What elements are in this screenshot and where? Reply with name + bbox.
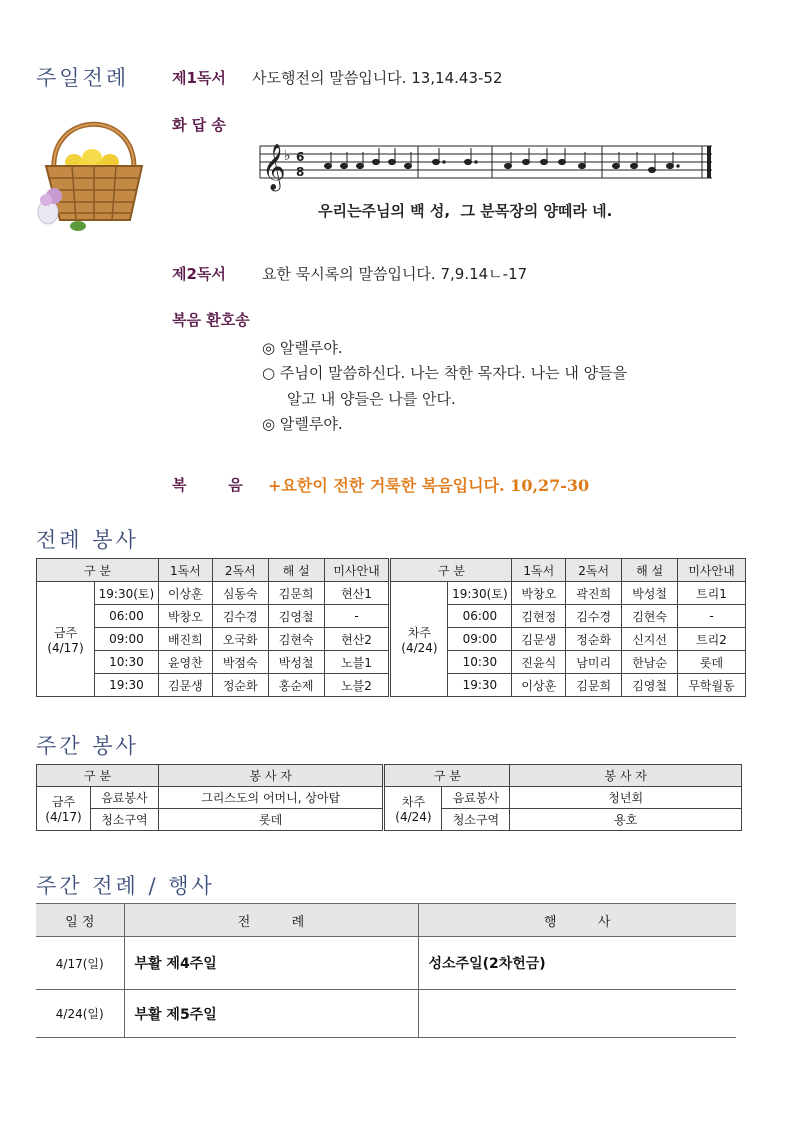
- table-cell: 박성철: [622, 582, 678, 605]
- table-cell: 김수경: [212, 605, 268, 628]
- table-row: [36, 990, 736, 1038]
- table-cell: 김문희: [566, 674, 622, 697]
- table-cell: 10:30: [448, 651, 512, 674]
- table-cell: 남미리: [566, 651, 622, 674]
- reading1-label: 제1독서: [172, 69, 226, 87]
- table-cell-liturgy: 부활 제5주일: [124, 990, 418, 1038]
- group-next-week: 차주 (4/24): [384, 787, 442, 831]
- table-cell: 배진희: [158, 628, 212, 651]
- table-cell: 무학월동: [678, 674, 746, 697]
- table-cell: 트리2: [678, 628, 746, 651]
- header-liturgy: 전 례: [124, 904, 418, 937]
- table-cell: 박점숙: [212, 651, 268, 674]
- acclamation-line-4: ◎ 알렐루야.: [262, 415, 343, 433]
- group-this-week: 금주 (4/17): [37, 787, 91, 831]
- psalm-music-staff: [256, 134, 716, 198]
- section-title-weekly-events: 주간 전례 / 행사: [36, 874, 215, 898]
- header-date: 일 정: [36, 904, 124, 937]
- table-cell: 김문생: [158, 674, 212, 697]
- table-cell-date: 4/24(일): [36, 990, 124, 1038]
- acclamation-line-1: ◎ 알렐루야.: [262, 339, 343, 357]
- table-cell: 이상훈: [512, 674, 566, 697]
- table-row: [36, 937, 736, 990]
- table-header-row: [37, 559, 746, 582]
- table-cell: 김현숙: [268, 628, 324, 651]
- table-cell: 이상훈: [158, 582, 212, 605]
- reading2-label: 제2독서: [172, 265, 226, 283]
- table-cell: 음료봉사: [90, 787, 158, 809]
- psalm-lyrics: 우리는주님의 백 성, 그 분목장의 양떼라 네.: [318, 202, 613, 220]
- weekly-service-table: [36, 764, 742, 831]
- table-cell: 청소구역: [442, 809, 510, 831]
- table-cell: 06:00: [448, 605, 512, 628]
- table-cell: 10:30: [94, 651, 158, 674]
- table-cell-date: 4/17(일): [36, 937, 124, 990]
- table-cell: 정순화: [212, 674, 268, 697]
- table-row: [37, 787, 742, 809]
- table-cell: 06:00: [94, 605, 158, 628]
- header-reading2: 2독서: [566, 559, 622, 582]
- table-cell: 한남순: [622, 651, 678, 674]
- gospel-text: +요한이 전한 거룩한 복음입니다. 10,27-30: [268, 476, 590, 495]
- table-cell: 박성철: [268, 651, 324, 674]
- table-cell: 홍순제: [268, 674, 324, 697]
- acclamation-line-3: 알고 내 양들은 나를 안다.: [287, 390, 456, 408]
- table-cell: 김수경: [566, 605, 622, 628]
- table-cell: 김영철: [622, 674, 678, 697]
- table-cell: 박창오: [512, 582, 566, 605]
- header-category: 구 분: [390, 559, 512, 582]
- liturgy-service-table: [36, 558, 746, 697]
- treble-clef-icon: 𝄞: [262, 144, 286, 190]
- header-category: 구 분: [37, 765, 159, 787]
- table-cell: 청소구역: [90, 809, 158, 831]
- table-cell: 노블2: [324, 674, 390, 697]
- svg-text:6: 6: [296, 150, 305, 164]
- acclamation-line-2: ○ 주님이 말씀하신다. 나는 착한 목자다. 나는 내 양들을: [262, 364, 628, 382]
- table-cell: 롯데: [678, 651, 746, 674]
- group-this-week: 금주 (4/17): [37, 582, 95, 697]
- header-category: 구 분: [384, 765, 510, 787]
- table-cell: 09:00: [448, 628, 512, 651]
- gospel-label: 복 음: [172, 476, 243, 494]
- flat-icon: ♭: [284, 148, 291, 164]
- psalm-label: 화 답 송: [172, 116, 226, 134]
- table-cell: 롯데: [158, 809, 384, 831]
- table-cell-liturgy: 부활 제4주일: [124, 937, 418, 990]
- section-title-liturgy-service: 전례 봉사: [36, 528, 139, 552]
- table-cell: 심동숙: [212, 582, 268, 605]
- table-cell: 김문생: [512, 628, 566, 651]
- acclamation-label: 복음 환호송: [172, 311, 250, 329]
- table-cell: 박창오: [158, 605, 212, 628]
- header-volunteer: 봉 사 자: [158, 765, 384, 787]
- table-cell: 김현정: [512, 605, 566, 628]
- table-cell: 김현숙: [622, 605, 678, 628]
- header-volunteer: 봉 사 자: [510, 765, 742, 787]
- table-cell: 청년회: [510, 787, 742, 809]
- header-event: 행 사: [418, 904, 736, 937]
- table-cell: 김영철: [268, 605, 324, 628]
- reading2-text: 요한 묵시록의 말씀입니다. 7,9.14ㄴ-17: [262, 265, 528, 283]
- table-cell: 09:00: [94, 628, 158, 651]
- table-cell: 19:30: [448, 674, 512, 697]
- table-cell: 19:30(토): [448, 582, 512, 605]
- svg-text:8: 8: [296, 165, 305, 179]
- section-title-weekly-service: 주간 봉사: [36, 734, 139, 758]
- header-commentary: 해 설: [268, 559, 324, 582]
- table-cell: 19:30(토): [94, 582, 158, 605]
- weekly-events-table: [36, 903, 736, 1038]
- table-cell: 19:30: [94, 674, 158, 697]
- table-header-row: [37, 765, 742, 787]
- table-cell: 현산1: [324, 582, 390, 605]
- table-cell: 진윤식: [512, 651, 566, 674]
- table-cell: 노블1: [324, 651, 390, 674]
- table-cell: 신지선: [622, 628, 678, 651]
- section-title-sunday-liturgy: 주일전례: [36, 66, 130, 90]
- group-next-week: 차주 (4/24): [390, 582, 448, 697]
- table-header-row: [36, 904, 736, 937]
- table-cell: 윤영찬: [158, 651, 212, 674]
- header-mass-guide: 미사안내: [324, 559, 390, 582]
- table-cell: 곽진희: [566, 582, 622, 605]
- header-reading1: 1독서: [512, 559, 566, 582]
- table-cell: -: [678, 605, 746, 628]
- psalm-notes: [325, 148, 680, 173]
- header-mass-guide: 미사안내: [678, 559, 746, 582]
- header-reading2: 2독서: [212, 559, 268, 582]
- table-cell: 용호: [510, 809, 742, 831]
- header-category: 구 분: [37, 559, 159, 582]
- table-cell: 트리1: [678, 582, 746, 605]
- table-row: [37, 582, 746, 605]
- table-cell: -: [324, 605, 390, 628]
- table-cell: 현산2: [324, 628, 390, 651]
- easter-basket-icon: [32, 100, 156, 236]
- table-cell: 음료봉사: [442, 787, 510, 809]
- table-cell: 정순화: [566, 628, 622, 651]
- reading1-text: 사도행전의 말씀입니다. 13,14.43-52: [252, 69, 503, 87]
- table-cell-event: 성소주일(2차헌금): [418, 937, 736, 990]
- header-reading1: 1독서: [158, 559, 212, 582]
- header-commentary: 해 설: [622, 559, 678, 582]
- table-cell-event: [418, 990, 736, 1038]
- table-cell: 김문희: [268, 582, 324, 605]
- table-cell: 그리스도의 어머니, 상아탑: [158, 787, 384, 809]
- table-cell: 오국화: [212, 628, 268, 651]
